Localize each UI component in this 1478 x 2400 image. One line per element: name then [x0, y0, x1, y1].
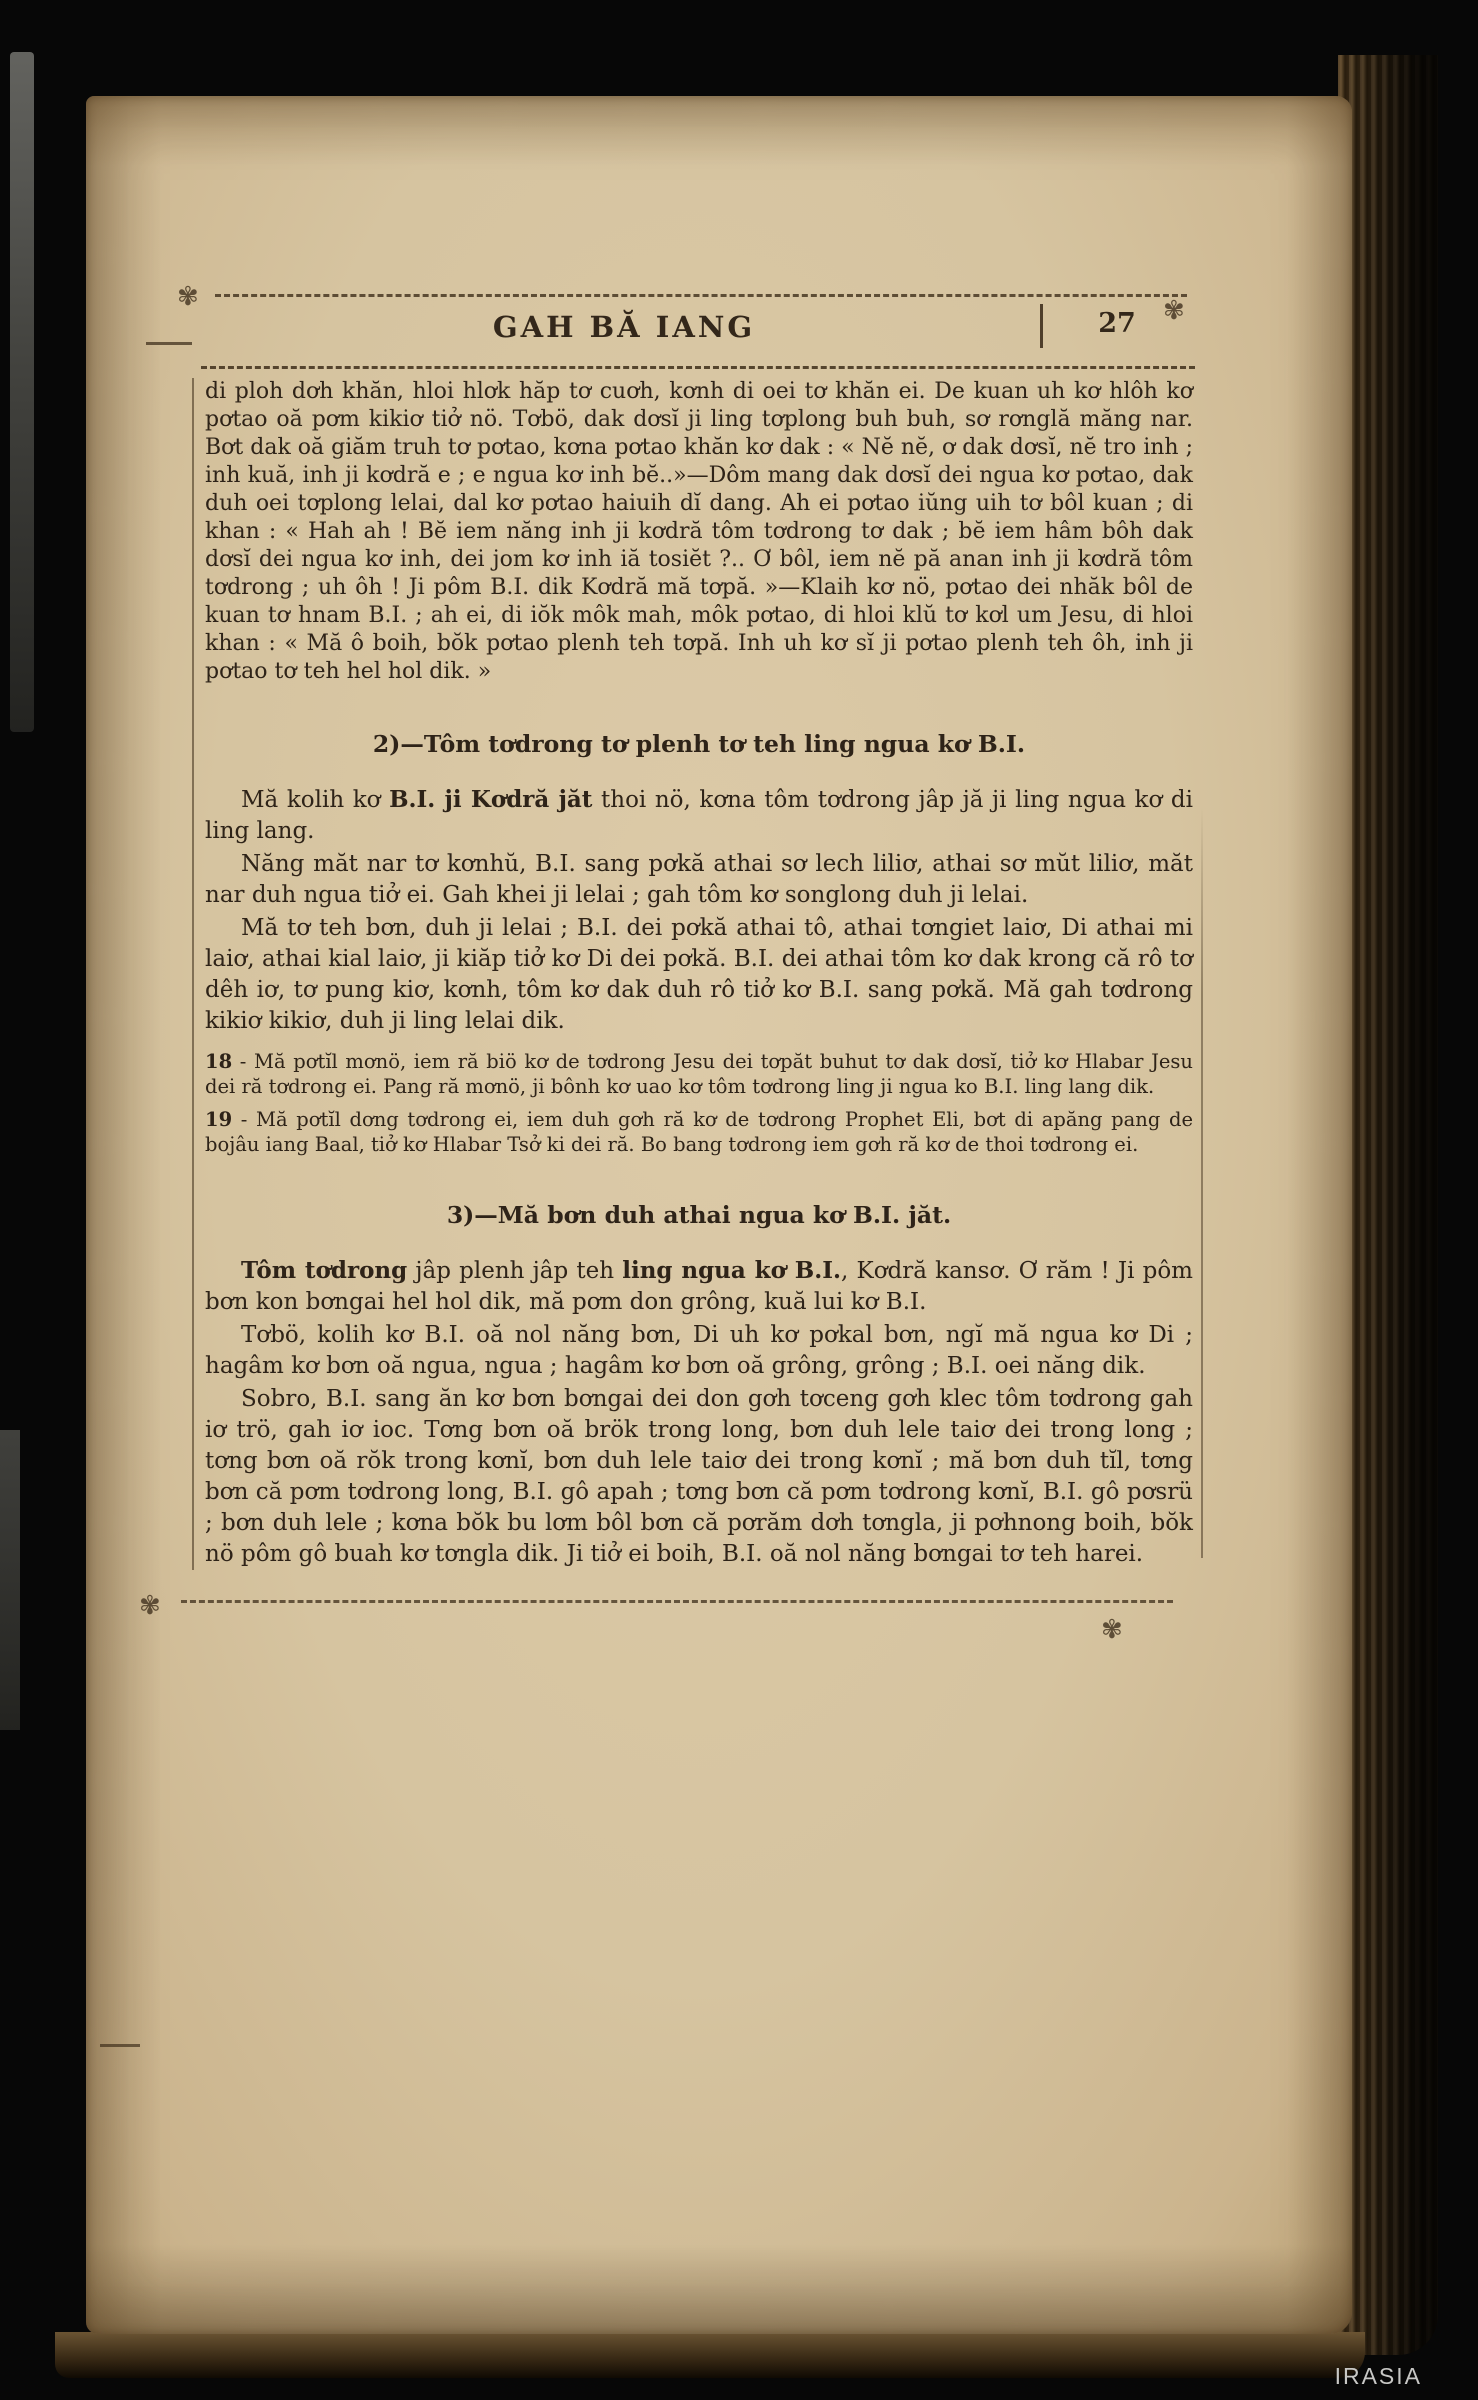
page-block-edge-right — [1338, 55, 1438, 2355]
paragraph: Tơbö, kolih kơ B.I. oă nol năng bơn, Di uh kơ pơkal bơn, ngĭ mă ngua kơ Di ; hagâm kơ bơn oă ngua, ngua ; hagâm kơ bơn oă grông, grông ; B.I. oei năng dik. — [205, 1322, 1193, 1379]
footnote: 19 - Mă pơtĭl dơng tơdrong ei, iem duh gơh ră kơ de tơdrong Prophet Eli, bơt di apăng pang de bojâu iang Baal, tiở kơ Hlabar Tsở ki dei ră. Bo bang tơdrong iem gơh ră kơ de thoi tơdrong ei. — [205, 1108, 1193, 1156]
paragraph: di ploh dơh khăn, hloi hlơk hăp tơ cuơh, kơnh di oei tơ khăn ei. De kuan uh kơ hlôh kơ pơtao oă pơm kikiơ tiở nö. Tơbö, dak dơsĭ ji ling tơplong buh buh, sơ rơnglă măng nar. Bơt dak oă giăm truh tơ pơtao, kơna pơtao khăn kơ dak : « Nĕ nĕ, ơ dak dơsĭ, nĕ tro inh ; inh kuă, inh ji kơdră e ; e ngua kơ inh bĕ..»—Dôm mang dak dơsĭ dei ngua kơ pơtao, dak duh oei tơplong lelai, dal kơ pơtao haiuih dĭ dang. Ah ei pơtao iŭng uih tơ bôl kuan ; di khan : « Hah ah ! Bĕ iem năng inh ji kơdră tôm tơdrong tơ dak ; bĕ iem hâm bôh dak dơsĭ dei ngua kơ inh, dei jom kơ inh iă tosiĕt ?.. Ơ bôl, iem nĕ pă anan inh ji kơdră tôm tơdrong ; uh ôh ! Ji pôm B.I. dik Kơdră mă tơpă. »—Klaih kơ nö, pơtao dei nhăk bôl de kuan tơ hnam B.I. ; ah ei, di iŏk môk mah, môk pơtao, di hloi klŭ tơ kơl um Jesu, di hloi khan : « Mă ô boih, bŏk pơtao plenh teh tơpă. Inh uh kơ sĭ ji pơtao plenh teh ôh, inh ji pơtao tơ teh hel hol dik. » — [205, 379, 1194, 684]
paragraph: Mă tơ teh bơn, duh ji lelai ; B.I. dei pơkă athai tô, athai tơngiet laiơ, Di athai mi laiơ, athai kial laiơ, ji kiăp tiở kơ Di dei pơkă. B.I. dei athai tôm kơ dak krong că rô tơ dêh iơ, tơ pung kiơ, kơnh, tôm kơ dak duh rô tiở kơ B.I. sang pơkă. Mă gah tơdrong kikiơ kikiơ, duh ji ling lelai dik. — [205, 915, 1193, 1034]
header-bottom-rule — [201, 366, 1195, 369]
book-page — [86, 96, 1352, 2334]
section-heading: 3)—Mă bơn duh athai ngua kơ B.I. jăt. — [446, 1201, 952, 1229]
floral-ornament-icon: ✾ — [1101, 1615, 1123, 1645]
paragraph: Năng măt nar tơ kơnhŭ, B.I. sang pơkă athai sơ lech liliơ, athai sơ mŭt liliơ, măt nar duh ngua tiở ei. Gah khei ji lelai ; gah tôm kơ songlong duh ji lelai. — [205, 851, 1193, 908]
header-top-rule — [215, 294, 1187, 297]
text-column — [192, 378, 1193, 1570]
watermark-text: IRASIA — [1334, 2363, 1422, 2389]
floral-ornament-icon: ✾ — [1163, 296, 1185, 326]
page-number: 27 — [1098, 308, 1136, 339]
page-header — [177, 282, 1193, 378]
margin-mark — [100, 2044, 140, 2047]
paragraph: Mă kolih kơ B.I. ji Kơdră jăt thoi nö, kơna tôm tơdrong jâp jă ji ling ngua kơ di ling lang. — [205, 786, 1193, 844]
page-block-edge-bottom — [55, 2332, 1365, 2378]
printed-frame — [139, 282, 1194, 1645]
footnote: 18 - Mă pơtĭl mơnö, iem ră biö kơ de tơdrong Jesu dei tơpăt buhut tơ dak dơsĭ, tiở kơ Hlabar Jesu dei ră tơdrong ei. Pang ră mơnö, ji bônh kơ uao kơ tôm tơdrong ling ji ngua ko B.I. ling lang dik. — [205, 1050, 1193, 1098]
floral-ornament-icon: ✾ — [177, 282, 199, 312]
scanner-spine-artifact — [10, 52, 34, 732]
text-body — [205, 378, 1193, 1570]
running-title: GAH BĂ IANG — [492, 310, 756, 344]
section-heading: 2)—Tôm tơdrong tơ plenh tơ teh ling ngua kơ B.I. — [372, 730, 1026, 758]
footer-rule — [139, 1591, 1173, 1645]
paragraph: Sobro, B.I. sang ăn kơ bơn bơngai dei don gơh tơceng gơh klec tôm tơdrong gah iơ trö, gah iơ ioc. Tơng bơn oă brök trong long, bơn duh lele taiơ dei trong long ; tơng bơn oă rŏk trong kơnĭ, bơn duh lele taiơ dei trong kơnĭ ; mă bơn duh tĭl, tơng bơn că pơm tơdrong long, B.I. gô apah ; tơng bơn că pơm tơdrong kơnĭ, B.I. gô pơsrü ; bơn duh lele ; kơna bŏk bu lơm bôl bơn că pơrăm dơh tơngla, ji pơhnong boih, bŏk nö pôm gô buah kơ tơngla dik. Ji tiở ei boih, B.I. oă nol năng bơngai tơ teh harei. — [205, 1386, 1193, 1567]
scanner-spine-artifact-lower — [0, 1430, 20, 1730]
margin-mark — [146, 342, 192, 345]
paragraph: Tôm tơdrong jâp plenh jâp teh ling ngua kơ B.I., Kơdră kansơ. Ơ răm ! Ji pôm bơn kon bơngai hel hol dik, mă pơm don grông, kuă lui kơ B.I. — [205, 1257, 1193, 1315]
floral-ornament-icon: ✾ — [139, 1591, 161, 1621]
folio-separator — [1040, 304, 1043, 348]
